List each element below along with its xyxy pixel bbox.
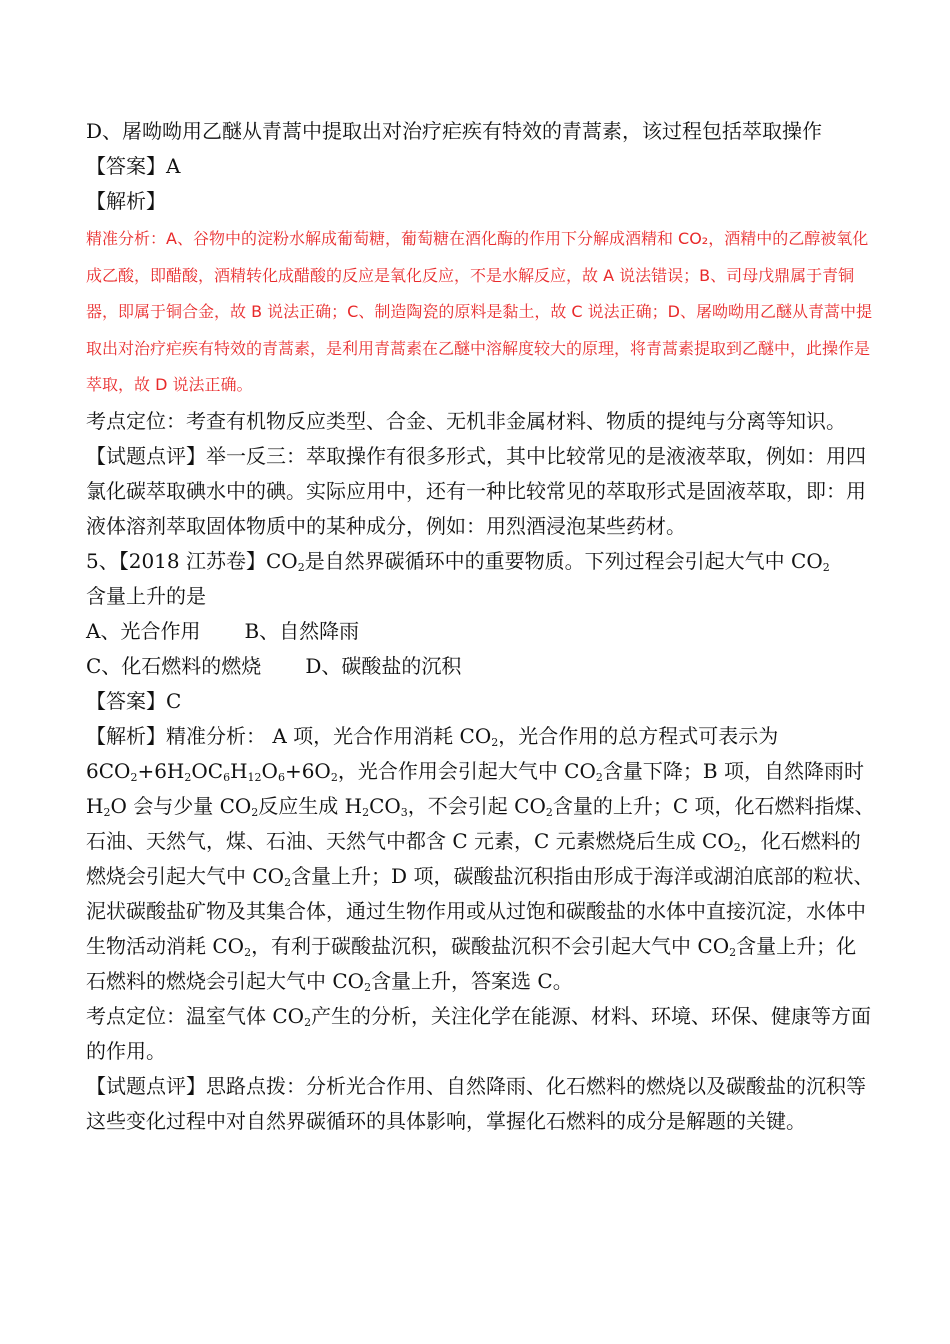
q5-analysis: [86, 719, 876, 999]
text: 含量上升；化石燃料的燃烧会引起大气中 CO: [86, 933, 857, 993]
q5-option-d: D、碳酸盐的沉积: [305, 653, 462, 678]
q5-kaodian: [86, 999, 876, 1069]
text: ，不会引起 CO: [407, 793, 546, 818]
subscript: 2: [729, 945, 737, 959]
q4-analysis-text: 精准分析：A、谷物中的淀粉水解成葡萄糖，葡萄糖在酒化酶的作用下分解成酒精和 CO₂，酒精中的乙醇被氧化成乙酸，即醋酸，酒精转化成醋酸的反应是氧化反应，不是水解反应，故 A 说法错误；B、司母戊鼎属于青铜器，即属于铜合金，故 B 说法正确；C、制造陶瓷的原料是黏土，故 C 说法正确；D、屠呦呦用乙醚从青蒿中提取出对治疗疟疾有特效的青蒿素，是利用青蒿素在乙醚中溶解度较大的原理，将青蒿素提取到乙醚中，此操作是萃取，故 D 说法正确。: [86, 229, 872, 394]
subscript: 2: [491, 735, 499, 749]
text: 产生的分析，关注化学在能源、材料、环境、环保、健康等方面的作用。: [86, 1003, 872, 1063]
q5-answer: 【答案】C: [86, 688, 182, 713]
subscript: 2: [284, 875, 292, 889]
q4-answer: 【答案】A: [86, 154, 181, 178]
q4-option-d: D、屠呦呦用乙醚从青蒿中提取出对治疗疟疾有特效的青蒿素，该过程包括萃取操作: [86, 119, 823, 143]
q4-kaodian: 考点定位：考查有机物反应类型、合金、无机非金属材料、物质的提纯与分离等知识。: [86, 408, 846, 433]
subscript: 2: [251, 805, 259, 819]
text: O 会与少量 CO: [110, 793, 252, 818]
subscript: 2: [822, 560, 830, 574]
q5-stem: [86, 544, 876, 614]
q5-stem-tail: 含量上升的是: [86, 583, 206, 608]
subscript: 2: [304, 1015, 312, 1029]
q5-option-c: C、化石燃料的燃烧: [86, 653, 262, 678]
text: 【解析】精准分析： A 项，光合作用消耗 CO: [86, 723, 492, 748]
text: ，化石燃料的燃烧会引起大气中 CO: [86, 828, 861, 888]
subscript: 2: [362, 805, 370, 819]
q4-analysis-label: 【解析】: [86, 189, 166, 213]
subscript: 2: [297, 560, 305, 574]
subscript: 2: [595, 770, 603, 784]
q5-choices-row2: [86, 649, 876, 684]
subscript: 2: [244, 945, 252, 959]
subscript: 2: [545, 805, 553, 819]
text: 含量上升，答案选 C。: [371, 968, 573, 993]
subscript: 6: [223, 770, 231, 784]
text: OC: [191, 758, 224, 783]
text: +6O: [284, 758, 331, 783]
text: ，光合作用会引起大气中 CO: [337, 758, 596, 783]
q4-pingping: 【试题点评】举一反三：萃取操作有很多形式，其中比较常见的是液液萃取，例如：用四氯化碳萃取碘水中的碘。实际应用中，还有一种比较常见的萃取形式是固液萃取，即：用液体溶剂萃取固体物质中的某种成分，例如：用烈酒浸泡某些药材。: [86, 443, 866, 538]
text: O: [261, 758, 278, 783]
q5-choices-row1: [86, 614, 876, 649]
subscript: 6: [277, 770, 285, 784]
subscript: 2: [103, 805, 111, 819]
q5-stem-prefix: 5、【2018 江苏卷】CO: [86, 548, 298, 573]
text: 考点定位：温室气体 CO: [86, 1003, 305, 1028]
text: H: [230, 758, 248, 783]
subscript: 2: [184, 770, 192, 784]
subscript: 2: [330, 770, 338, 784]
subscript: 2: [130, 770, 138, 784]
text: 含量的上升；C 项，化石燃料指煤、石油、天然气，煤、石油、天然气中都含 C 元素，C 元素燃烧后生成 CO: [86, 793, 875, 853]
subscript: 12: [247, 770, 262, 784]
subscript: 3: [400, 805, 408, 819]
q5-stem-suffix: 是自然界碳循环中的重要物质。下列过程会引起大气中 CO: [304, 548, 823, 573]
q5-option-b: B、自然降雨: [244, 618, 360, 643]
text: 含量上升；D 项，碳酸盐沉积指由形成于海洋或湖泊底部的粒状、泥状碳酸盐矿物及其集合体，通过生物作用或从过饱和碳酸盐的水体中直接沉淀，水体中生物活动消耗 CO: [86, 863, 874, 958]
document-page: [86, 114, 876, 1139]
text: CO: [369, 793, 401, 818]
q5-pingping: 【试题点评】思路点拨：分析光合作用、自然降雨、化石燃料的燃烧以及碳酸盐的沉积等这些变化过程中对自然界碳循环的具体影响，掌握化石燃料的成分是解题的关键。: [86, 1073, 866, 1133]
subscript: 2: [733, 840, 741, 854]
text: 反应生成 H: [258, 793, 363, 818]
subscript: 2: [364, 980, 372, 994]
text: ，有利于碳酸盐沉积，碳酸盐沉积不会引起大气中 CO: [251, 933, 730, 958]
text: ，光合作用的总方程式可表示为 6CO: [86, 723, 779, 783]
text: +6H: [137, 758, 185, 783]
q5-option-a: A、光合作用: [86, 618, 201, 643]
text: 含量下降；B 项，自然降雨时 H: [86, 758, 864, 818]
